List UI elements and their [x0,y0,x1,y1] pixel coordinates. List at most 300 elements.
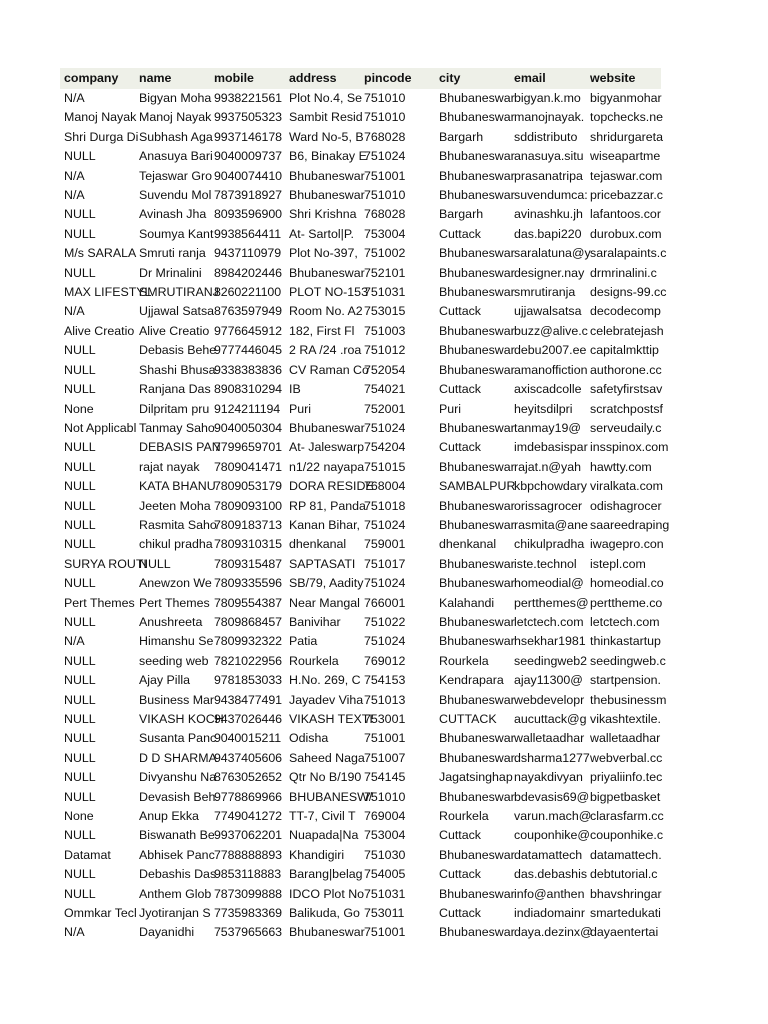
cell-company: SURYA ROUTI [64,556,147,571]
cell-company: NULL [64,828,96,843]
cell-website: saralapaints.c [590,246,667,261]
cell-city: Bhubaneswar [439,362,515,377]
cell-company: N/A [64,304,85,319]
cell-name: D D SHARMA [139,750,217,765]
table-row [60,186,661,205]
cell-city: Bhubaneswar [439,246,515,261]
cell-city: Cuttack [439,828,482,843]
cell-mobile: 9338383836 [214,362,282,377]
cell-email: daya.dezinx@ [514,925,593,940]
cell-city: Rourkela [439,653,489,668]
cell-mobile: 9040015211 [214,731,281,746]
cell-mobile: 7809932322 [214,634,282,649]
cell-website: bigpetbasket [590,789,661,804]
cell-name: Pert Themes [139,595,210,610]
table-row [60,535,661,554]
cell-pincode: 754145 [364,770,406,785]
cell-company: NULL [64,265,96,280]
cell-address: Bhubaneswar [289,168,365,183]
cell-email: kbpchowdary [514,479,588,494]
cell-mobile: 9438477491 [214,692,282,707]
cell-mobile: 9777446045 [214,343,282,358]
cell-pincode: 754204 [364,440,406,455]
table-row [60,205,661,224]
table-row [60,477,661,496]
cell-company: NULL [64,226,96,241]
cell-name: Devasish Beh [139,789,216,804]
cell-mobile: 9937505323 [214,110,282,125]
cell-website: wiseapartme [590,149,661,164]
cell-name: Anthem Glob [139,886,212,901]
table-row [60,322,661,341]
cell-city: Kalahandi [439,595,495,610]
cell-city: Bhubaneswar [439,750,515,765]
table-row [60,147,661,166]
cell-company: NULL [64,653,96,668]
cell-company: NULL [64,886,96,901]
cell-pincode: 751018 [364,498,406,513]
cell-pincode: 768028 [364,129,406,144]
column-header-website: website [590,71,636,85]
cell-mobile: 8908310294 [214,382,282,397]
cell-company: N/A [64,925,85,940]
table-row [60,264,661,283]
cell-pincode: 751024 [364,149,406,164]
cell-pincode: 759001 [364,537,406,552]
cell-mobile: 7788888893 [214,847,282,862]
cell-address: Barang|belag [289,867,363,882]
cell-website: debtutorial.c [590,867,658,882]
cell-address: BHUBANESW/ [289,789,373,804]
cell-mobile: 7809310315 [214,537,282,552]
cell-email: manojnayak. [514,110,585,125]
cell-pincode: 753001 [364,712,406,726]
cell-mobile: 8763052652 [214,770,282,785]
table-row [60,632,661,651]
cell-address: Rourkela [289,653,339,668]
cell-name: Manoj Nayak [139,110,212,125]
cell-company: Pert Themes [64,595,135,610]
cell-company: None [64,809,94,824]
cell-address: H.No. 269, C [289,673,361,688]
cell-name: SMRUTIRANJ [139,285,219,300]
cell-website: seedingweb.c [590,653,666,668]
cell-email: axiscadcolle [514,382,582,397]
cell-email: nayakdivyan [514,770,583,785]
cell-website: couponhike.c [590,828,664,843]
cell-website: homeodial.co [590,576,664,591]
cell-company: N/A [64,634,85,649]
cell-website: vikashtextile. [590,712,661,726]
cell-name: Debasis Behe [139,343,217,358]
cell-city: Bhubaneswar [439,517,515,532]
cell-address: Bhubaneswar [289,925,365,940]
cell-city: Bhubaneswar [439,576,515,591]
cell-city: Cuttack [439,304,482,319]
cell-email: varun.mach@ [514,809,592,824]
cell-website: smartedukati [590,906,661,921]
cell-website: authorone.cc [590,362,662,377]
cell-website: celebratejash [590,323,664,338]
table-row [60,108,661,127]
cell-email: ujjawalsatsa [514,304,582,319]
table-row [60,302,661,321]
cell-company: N/A [64,91,85,105]
cell-email: designer.nay [514,265,585,280]
cell-website: saareedraping [590,517,670,532]
cell-pincode: 751024 [364,420,406,435]
cell-city: dhenkanal [439,537,497,552]
cell-city: Bhubaneswar [439,285,515,300]
column-header-mobile: mobile [214,71,254,85]
cell-name: KATA BHANU [139,479,216,494]
cell-email: rajat.n@yah [514,459,581,474]
cell-city: Bargarh [439,129,484,144]
table-row [60,283,661,302]
cell-email: imdebasispar [514,440,588,455]
cell-pincode: 754153 [364,673,406,688]
cell-mobile: 7809315487 [214,556,282,571]
column-header-city: city [439,71,461,85]
cell-pincode: 751002 [364,246,406,261]
cell-address: 2 RA /24 .roa [289,343,362,358]
cell-city: Bhubaneswar [439,188,515,203]
cell-pincode: 751024 [364,634,406,649]
cell-mobile: 9124211194 [214,401,281,416]
cell-pincode: 768004 [364,479,406,494]
cell-pincode: 751022 [364,614,406,629]
cell-name: Divyanshu Na [139,770,217,785]
cell-company: Shri Durga Di [64,129,139,144]
cell-city: Cuttack [439,382,482,397]
cell-mobile: 7799659701 [214,440,282,455]
cell-city: Bhubaneswar [439,847,515,862]
table-row [60,904,661,923]
cell-name: Ranjana Das [139,382,211,397]
cell-address: DORA RESIDE [289,479,374,494]
cell-name: Jeeten Moha [139,498,211,513]
cell-city: Rourkela [439,809,489,824]
cell-website: durobux.com [590,226,662,241]
cell-email: dsharma1277 [514,750,590,765]
cell-email: homeodial@ [514,576,584,591]
cell-city: Bhubaneswar [439,498,515,513]
cell-mobile: 7537965663 [214,925,282,940]
cell-company: MAX LIFESTYL [64,285,152,300]
cell-email: chikulpradha [514,537,585,552]
cell-name: Anup Ekka [139,809,199,824]
cell-name: seeding web [139,653,209,668]
cell-email: saralatuna@y [514,246,591,261]
cell-company: NULL [64,362,96,377]
cell-website: priyaliinfo.tec [590,770,663,785]
cell-pincode: 752001 [364,401,406,416]
cell-pincode: 768028 [364,207,406,222]
cell-website: datamattech. [590,847,662,862]
cell-email: seedingweb2 [514,653,588,668]
table-body [60,89,670,943]
cell-email: hsekhar1981 [514,634,586,649]
cell-website: bhavshringar [590,886,662,901]
cell-pincode: 751010 [364,789,406,804]
cell-city: Cuttack [439,867,482,882]
cell-mobile: 8093596900 [214,207,282,222]
cell-name: Dilpritam pru [139,401,210,416]
cell-city: Jagatsinghap [439,770,513,785]
cell-company: NULL [64,517,96,532]
cell-website: walletaadhar [590,731,661,746]
cell-city: Bhubaneswar [439,731,515,746]
cell-company: NULL [64,576,96,591]
cell-address: At- Sartol|P. [289,226,354,241]
cell-website: thinkastartup [590,634,661,649]
cell-company: NULL [64,498,96,513]
cell-address: RP 81, Panda [289,498,366,513]
cell-company: NULL [64,712,96,726]
cell-name: Bigyan Moha [139,91,212,105]
cell-mobile: 9776645912 [214,323,282,338]
cell-address: Khandigiri [289,847,345,862]
cell-address: IDCO Plot No [289,886,365,901]
cell-address: B6, Binakay E [289,149,367,164]
cell-mobile: 7821022956 [214,653,282,668]
cell-address: Bhubaneswar [289,188,365,203]
cell-company: M/s SARALA [64,246,137,261]
cell-company: NULL [64,479,96,494]
cell-name: Tanmay Saho [139,420,215,435]
cell-address: Qtr No B/190 [289,770,362,785]
cell-name: Alive Creatio [139,323,210,338]
cell-mobile: 8260221100 [214,285,281,300]
cell-pincode: 753011 [364,906,405,921]
cell-mobile: 9937062201 [214,828,282,843]
cell-email: tanmay19@ [514,420,581,435]
table-row [60,826,661,845]
cell-address: Banivihar [289,614,341,629]
cell-company: N/A [64,188,85,203]
cell-email: heyitsdilpri [514,401,573,416]
cell-email: iste.technol [514,556,577,571]
cell-address: SB/79, Aadity [289,576,364,591]
cell-address: dhenkanal [289,537,347,552]
cell-name: Debashis Das [139,867,217,882]
cell-city: Bargarh [439,207,484,222]
cell-address: 182, First Fl [289,323,355,338]
cell-mobile: 9938564411 [214,226,281,241]
cell-email: bdevasis69@ [514,789,590,804]
cell-website: topchecks.ne [590,110,664,125]
cell-mobile: 9040009737 [214,149,282,164]
cell-name: rajat nayak [139,459,200,474]
header-row [60,68,661,89]
column-header-address: address [289,71,337,85]
cell-address: Shri Krishna [289,207,357,222]
cell-email: buzz@alive.c [514,323,588,338]
cell-address: Sambit Resid [289,110,363,125]
cell-city: Bhubaneswar [439,265,515,280]
cell-city: Puri [439,401,462,416]
cell-city: Bhubaneswar [439,110,515,125]
cell-mobile: 9437026446 [214,712,282,726]
cell-city: Bhubaneswar [439,149,515,164]
cell-city: Bhubaneswar [439,459,515,474]
table-row [60,244,661,263]
cell-email: aucuttack@g [514,712,587,726]
cell-name: Anushreeta [139,614,203,629]
cell-email: debu2007.ee [514,343,587,358]
cell-city: Bhubaneswar [439,168,515,183]
cell-email: info@anthen [514,886,585,901]
cell-mobile: 9938221561 [214,91,282,105]
cell-email: sddistributo [514,129,578,144]
cell-company: NULL [64,537,96,552]
cell-address: IB [289,382,301,397]
cell-pincode: 754021 [364,382,406,397]
cell-company: NULL [64,731,96,746]
table-row [60,400,661,419]
cell-name: Dr Mrinalini [139,265,202,280]
cell-website: pricebazzar.c [590,188,664,203]
cell-name: Susanta Panc [139,731,217,746]
cell-website: webverbal.cc [590,750,663,765]
cell-address: Bhubaneswar [289,265,365,280]
cell-address: Room No. A2 [289,304,363,319]
cell-company: NULL [64,343,96,358]
cell-address: Kanan Bihar, [289,517,360,532]
cell-name: Subhash Aga [139,129,213,144]
table-row [60,671,661,690]
spreadsheet [60,68,670,943]
cell-website: odishagrocer [590,498,662,513]
cell-email: anasuya.situ [514,149,584,164]
column-header-pincode: pincode [364,71,412,85]
cell-address: PLOT NO-153 [289,285,368,300]
cell-mobile: 9437405606 [214,750,282,765]
cell-mobile: 7735983369 [214,906,282,921]
cell-company: Manoj Nayak [64,110,137,125]
cell-website: iwagepro.con [590,537,664,552]
cell-website: tejaswar.com [590,168,663,183]
cell-name: Biswanath Be [139,828,215,843]
table-row [60,225,661,244]
cell-address: Bhubaneswar [289,420,365,435]
table-row [60,652,661,671]
cell-city: Bhubaneswar [439,556,515,571]
cell-pincode: 751003 [364,323,406,338]
cell-company: NULL [64,770,96,785]
cell-website: clarasfarm.cc [590,809,664,824]
cell-email: datamattech [514,847,583,862]
cell-website: bigyanmohar [590,91,662,105]
cell-pincode: 752101 [364,265,406,280]
cell-company: NULL [64,207,96,222]
cell-email: suvendumca: [514,188,588,203]
cell-pincode: 751001 [364,168,406,183]
cell-pincode: 766001 [364,595,406,610]
table-row [60,419,661,438]
cell-address: Saheed Naga [289,750,365,765]
table-row [60,128,661,147]
table-row [60,341,661,360]
cell-city: Cuttack [439,226,482,241]
cell-email: rasmita@ane [514,517,588,532]
cell-mobile: 7749041272 [214,809,282,824]
table-row [60,594,661,613]
cell-pincode: 751024 [364,576,406,591]
cell-mobile: 9937146178 [214,129,282,144]
cell-email: amanoffiction [514,362,588,377]
cell-website: capitalmkttip [590,343,659,358]
cell-name: Smruti ranja [139,246,206,261]
cell-name: Soumya Kant [139,226,214,241]
cell-mobile: 7873099888 [214,886,282,901]
cell-website: drmrinalini.c [590,265,657,280]
cell-mobile: 9437110979 [214,246,281,261]
cell-name: NULL [139,556,171,571]
cell-city: Bhubaneswar [439,343,515,358]
cell-company: NULL [64,750,96,765]
cell-website: viralkata.com [590,479,663,494]
cell-pincode: 754005 [364,867,406,882]
cell-email: das.bapi220 [514,226,582,241]
cell-website: lafantoos.cor [590,207,661,222]
cell-name: DEBASIS PAN [139,440,221,455]
cell-company: NULL [64,382,96,397]
cell-name: Rasmita Saho [139,517,217,532]
cell-name: Tejaswar Gro [139,168,212,183]
cell-website: letctech.com [590,614,660,629]
column-header-name: name [139,71,172,85]
cell-email: webdevelopr [514,692,585,707]
cell-mobile: 7809053179 [214,479,282,494]
table-row [60,807,661,826]
cell-website: scratchpostsf [590,401,663,416]
table-row [60,710,661,729]
table-row [60,923,661,942]
cell-address: TT-7, Civil T [289,809,356,824]
cell-pincode: 751010 [364,91,406,105]
cell-city: Bhubaneswar [439,925,515,940]
cell-website: dayaentertai [590,925,659,940]
cell-mobile: 8763597949 [214,304,282,319]
cell-city: Bhubaneswar [439,692,515,707]
cell-city: Cuttack [439,906,482,921]
cell-city: Bhubaneswar [439,91,515,105]
cell-email: indiadomainr [514,906,585,921]
cell-website: perttheme.co [590,595,663,610]
cell-address: Odisha [289,731,329,746]
table-row [60,458,661,477]
table-row [60,555,661,574]
cell-address: n1/22 nayapa [289,459,365,474]
cell-email: smrutiranja [514,285,576,300]
cell-pincode: 751007 [364,750,406,765]
cell-pincode: 751031 [364,285,406,300]
cell-email: bigyan.k.mo [514,91,581,105]
cell-address: Puri [289,401,312,416]
table-header [60,68,661,89]
cell-name: Jyotiranjan S [139,906,211,921]
cell-name: Ajay Pilla [139,673,190,688]
cell-company: NULL [64,789,96,804]
table-row [60,846,661,865]
cell-mobile: 7809554387 [214,595,282,610]
cell-mobile: 9778869966 [214,789,282,804]
cell-city: Bhubaneswar [439,789,515,804]
table-row [60,729,661,748]
cell-website: startpension. [590,673,661,688]
cell-pincode: 751017 [364,556,406,571]
